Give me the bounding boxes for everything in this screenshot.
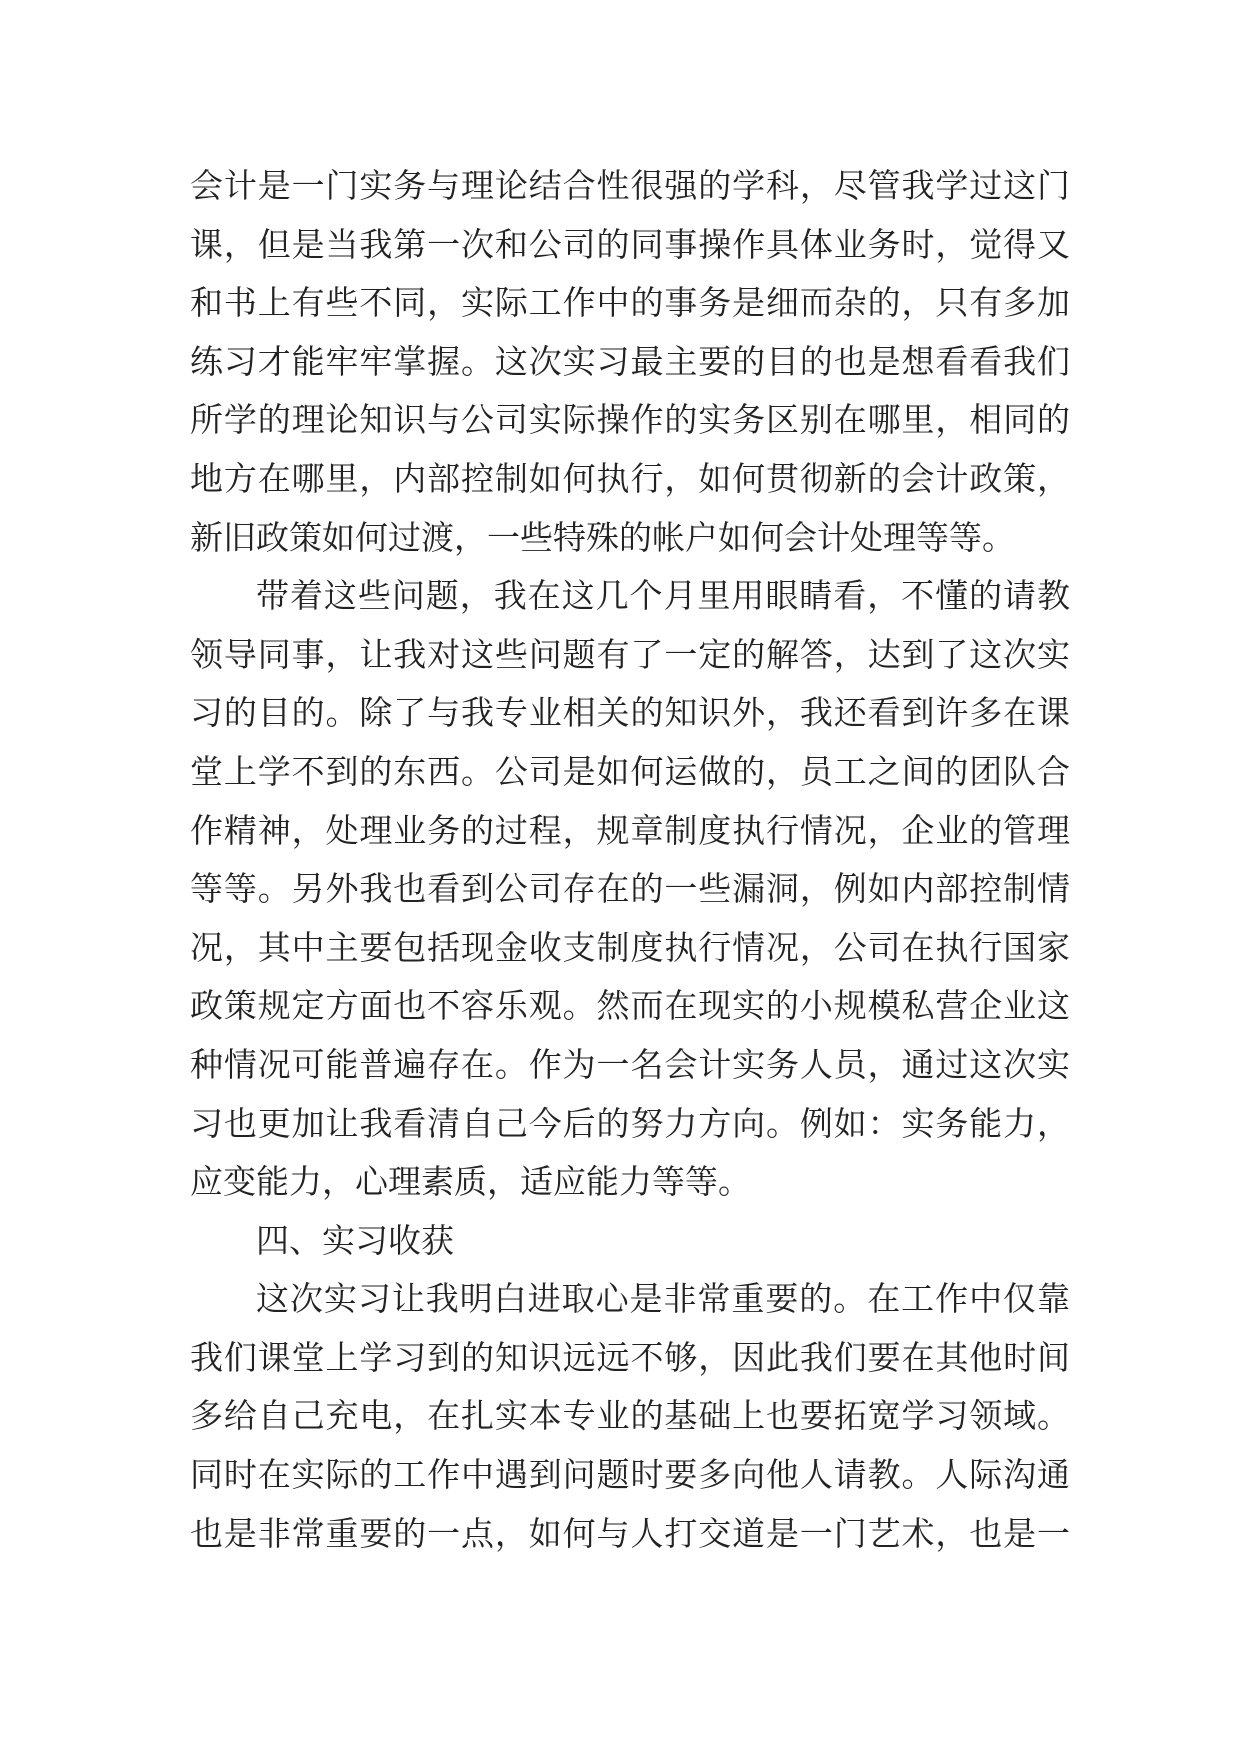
text-line: 同时在实际的工作中遇到问题时要多向他人请教。人际沟通: [190, 1455, 1070, 1495]
text-line: 应变能力，心理素质，适应能力等等。: [190, 1162, 751, 1202]
text-line: 多给自己充电，在扎实本专业的基础上也要拓宽学习领域。: [190, 1396, 1070, 1436]
text-line: 地方在哪里，内部控制如何执行，如何贯彻新的会计政策，: [190, 458, 1070, 498]
text-line: 习也更加让我看清自己今后的努力方向。例如：实务能力，: [190, 1103, 1070, 1143]
text-line: 所学的理论知识与公司实际操作的实务区别在哪里，相同的: [190, 400, 1070, 440]
text-line: 等等。另外我也看到公司存在的一些漏洞，例如内部控制情: [190, 869, 1070, 909]
paragraph-start-line: 带着这些问题，我在这几个月里用眼睛看，不懂的请教: [256, 576, 1070, 616]
text-line: 政策规定方面也不容乐观。然而在现实的小规模私营企业这: [190, 986, 1070, 1026]
section-heading: 四、实习收获: [256, 1220, 454, 1260]
text-line: 况，其中主要包括现金收支制度执行情况，公司在执行国家: [190, 927, 1070, 967]
text-line: 会计是一门实务与理论结合性很强的学科，尽管我学过这门: [190, 166, 1070, 205]
text-line: 课，但是当我第一次和公司的同事操作具体业务时，觉得又: [190, 224, 1070, 264]
text-line: 新旧政策如何过渡，一些特殊的帐户如何会计处理等等。: [190, 517, 1015, 557]
text-line: 练习才能牢牢掌握。这次实习最主要的目的也是想看看我们: [190, 341, 1070, 381]
body-text: [190, 157, 1070, 1563]
text-line: 种情况可能普遍存在。作为一名会计实务人员，通过这次实: [190, 1044, 1070, 1084]
text-line: 我们课堂上学习到的知识远远不够，因此我们要在其他时间: [190, 1337, 1070, 1377]
text-line: 领导同事，让我对这些问题有了一定的解答，达到了这次实: [190, 634, 1070, 674]
text-line: 习的目的。除了与我专业相关的知识外，我还看到许多在课: [190, 693, 1070, 733]
paragraph-start-line: 这次实习让我明白进取心是非常重要的。在工作中仅靠: [256, 1279, 1070, 1319]
text-line: 也是非常重要的一点，如何与人打交道是一门艺术，也是一: [190, 1513, 1070, 1553]
text-line: 堂上学不到的东西。公司是如何运做的，员工之间的团队合: [190, 751, 1070, 791]
text-line: 和书上有些不同，实际工作中的事务是细而杂的，只有多加: [190, 283, 1070, 323]
text-line: 作精神，处理业务的过程，规章制度执行情况，企业的管理: [190, 810, 1070, 850]
